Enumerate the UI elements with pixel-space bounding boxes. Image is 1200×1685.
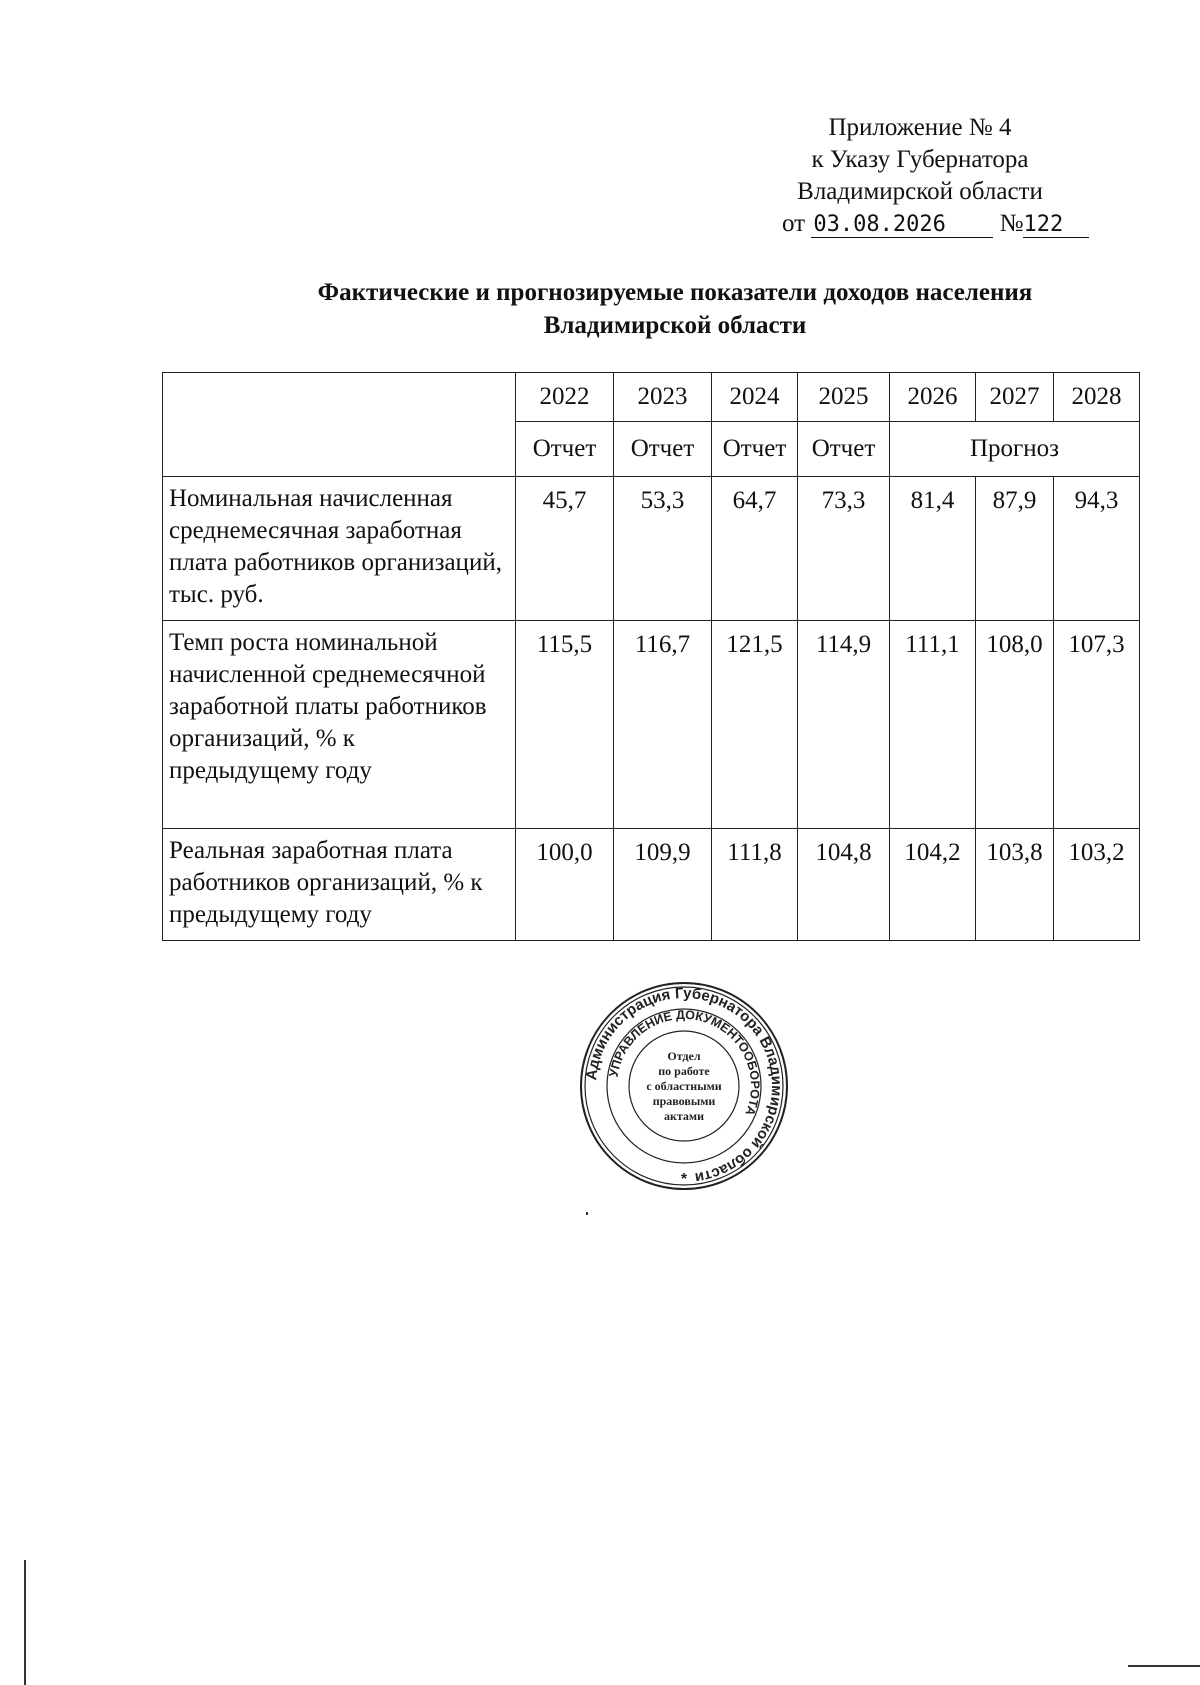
header-year-cell: 2022 bbox=[516, 373, 614, 422]
header-year-cell: 2025 bbox=[798, 373, 890, 422]
value-cell: 111,8 bbox=[712, 829, 798, 941]
value-cell: 94,3 bbox=[1054, 477, 1140, 621]
appendix-date-line bbox=[760, 208, 1080, 240]
row-label: Номинальная начисленная среднемесячная заработная плата работников организаций, тыс. руб. bbox=[163, 477, 516, 621]
value-cell: 109,9 bbox=[614, 829, 712, 941]
value-cell: 111,1 bbox=[890, 621, 976, 829]
scan-edge-line bbox=[24, 1560, 26, 1685]
decree-date: 03.08.2026 bbox=[811, 213, 993, 238]
value-cell: 100,0 bbox=[516, 829, 614, 941]
value-cell: 104,8 bbox=[798, 829, 890, 941]
row-label: Темп роста номинальной начисленной среднемесячной заработной платы работников организаций, % к предыдущему году bbox=[163, 621, 516, 829]
header-year-cell: 2023 bbox=[614, 373, 712, 422]
header-report-cell: Отчет bbox=[516, 422, 614, 477]
header-report-cell: Отчет bbox=[614, 422, 712, 477]
seal-center-line: правовыми bbox=[652, 1094, 716, 1108]
value-cell: 114,9 bbox=[798, 621, 890, 829]
income-indicators-table bbox=[162, 372, 1140, 941]
value-cell: 45,7 bbox=[516, 477, 614, 621]
value-cell: 103,2 bbox=[1054, 829, 1140, 941]
value-cell: 108,0 bbox=[976, 621, 1054, 829]
header-year-cell: 2027 bbox=[976, 373, 1054, 422]
number-label: № bbox=[999, 210, 1024, 237]
value-cell: 116,7 bbox=[614, 621, 712, 829]
appendix-block bbox=[760, 112, 1080, 240]
from-label: от bbox=[782, 210, 806, 237]
seal-center-line: по работе bbox=[658, 1064, 710, 1078]
value-cell: 53,3 bbox=[614, 477, 712, 621]
seal-center-line: актами bbox=[663, 1109, 705, 1123]
row-label: Реальная заработная плата работников организаций, % к предыдущему году bbox=[163, 829, 516, 941]
seal-star: * bbox=[680, 1171, 688, 1188]
title-line-2: Владимирской области bbox=[543, 312, 807, 339]
appendix-line-2: к Указу Губернатора bbox=[811, 146, 1029, 173]
value-cell: 73,3 bbox=[798, 477, 890, 621]
value-cell: 121,5 bbox=[712, 621, 798, 829]
header-year-cell: 2028 bbox=[1054, 373, 1140, 422]
value-cell: 104,2 bbox=[890, 829, 976, 941]
official-seal bbox=[578, 980, 790, 1192]
value-cell: 103,8 bbox=[976, 829, 1054, 941]
value-cell: 107,3 bbox=[1054, 621, 1140, 829]
header-years-row bbox=[163, 373, 1140, 422]
appendix-line-1: Приложение № 4 bbox=[828, 114, 1012, 141]
table-row bbox=[163, 621, 1140, 829]
header-forecast-cell: Прогноз bbox=[890, 422, 1140, 477]
title-line-1: Фактические и прогнозируемые показатели доходов населения bbox=[317, 279, 1033, 306]
header-empty-cell bbox=[163, 373, 516, 477]
value-cell: 115,5 bbox=[516, 621, 614, 829]
value-cell: 64,7 bbox=[712, 477, 798, 621]
value-cell: 87,9 bbox=[976, 477, 1054, 621]
document-title bbox=[150, 276, 1200, 342]
header-report-cell: Отчет bbox=[712, 422, 798, 477]
header-year-cell: 2026 bbox=[890, 373, 976, 422]
scan-speck bbox=[586, 1212, 588, 1215]
table-row bbox=[163, 477, 1140, 621]
appendix-line-3: Владимирской области bbox=[797, 178, 1043, 205]
value-cell: 81,4 bbox=[890, 477, 976, 621]
seal-center-line: Отдел bbox=[667, 1049, 701, 1063]
seal-inner-ring-text: УПРАВЛЕНИЕ ДОКУМЕНТООБОРОТА bbox=[606, 1007, 763, 1118]
seal-center-line: с областными bbox=[646, 1079, 722, 1093]
decree-number: 122 bbox=[1023, 213, 1089, 238]
table-row bbox=[163, 829, 1140, 941]
scan-edge-line bbox=[1128, 1665, 1200, 1667]
header-year-cell: 2024 bbox=[712, 373, 798, 422]
header-report-cell: Отчет bbox=[798, 422, 890, 477]
seal-outer-text: Администрация Губернатора Владимирской области bbox=[583, 984, 786, 1187]
